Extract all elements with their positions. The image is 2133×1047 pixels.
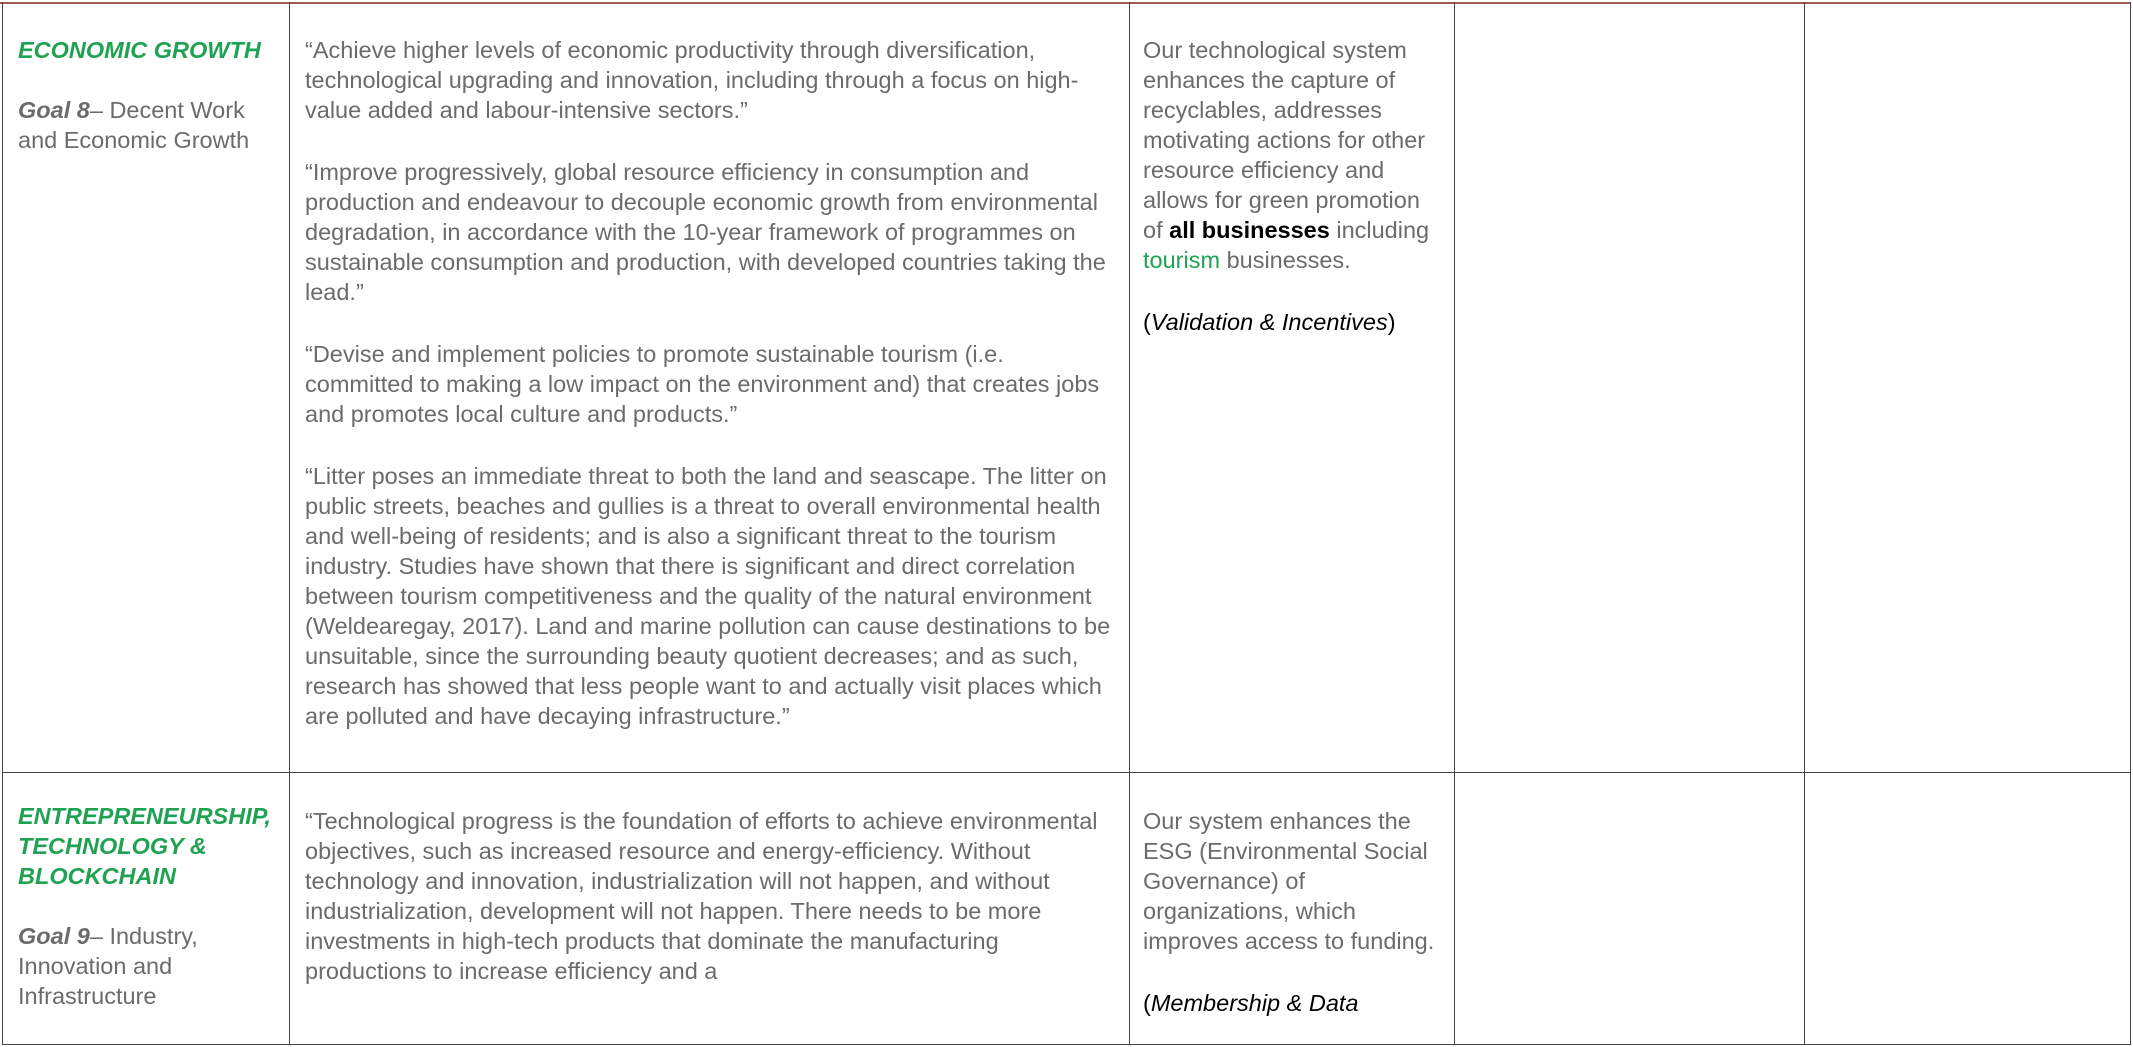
row-1-empty-cell-4 [1460, 35, 1790, 65]
row-1-quote-4: “Litter poses an immediate threat to both the land and seascape. The litter on public streets, beaches and gullies is a threat to overall environmental health and well-being of residents; and is also a significant threat to the tourism industry. Studies have shown that there is significant and direct correlation between tourism competitiveness and the quality of the natural environment (Weldearegay, 2017). Land and marine pollution can cause destinations to be unsuitable, since the surrounding beauty quotient decreases; and as such, research has showed that less people want to and actually visit places which are polluted and have decaying infrastructure.” [305, 463, 1111, 729]
row-2-goal-cell [18, 801, 286, 1011]
row-2-mechanism: (Membership & Data [1143, 990, 1359, 1016]
row-divider [2, 772, 2131, 773]
column-divider-3 [1454, 2, 1455, 1045]
row-1-goal [18, 95, 280, 155]
row-2-heading: ENTREPRENEURSHIP, TECHNOLOGY & BLOCKCHAIN [18, 803, 271, 889]
row-2-quote-1: “Technological progress is the foundation of efforts to achieve environmental objectives, such as increased resource and energy-efficiency. Without technology and innovation, industrialization will not happen, and without industrialization, development will not happen. There needs to be more investments in high-tech products that dominate the manufacturing productions to increase efficiency and a [305, 808, 1098, 984]
row-2-system-cell [1143, 806, 1443, 1018]
row-1-mechanism: (Validation & Incentives) [1143, 309, 1396, 335]
table-border-bottom [2, 1044, 2131, 1045]
row-1-empty-cell-5 [1810, 35, 2120, 65]
row-1-highlight-tourism: tourism [1143, 247, 1221, 273]
row-2-goal-number: Goal 9 [18, 923, 90, 949]
row-2-goal [18, 921, 286, 1011]
row-1-quote-1: “Achieve higher levels of economic productivity through diversification, technological upgrading and innovation, including through a focus on high-value added and labour-intensive sectors.” [305, 37, 1079, 123]
row-1-heading: ECONOMIC GROWTH [18, 37, 261, 63]
row-1-goal-cell [18, 35, 280, 155]
column-divider-1 [289, 2, 290, 1045]
row-1-quote-3: “Devise and implement policies to promote sustainable tourism (i.e. committed to making a low impact on the environment and) that creates jobs and promotes local culture and products.” [305, 341, 1100, 427]
row-2-goal-title: – Industry, Innovation and Infrastructure [18, 923, 198, 1009]
row-2-mechanism-label: Membership & Data [1150, 990, 1359, 1016]
row-1-system-cell [1143, 35, 1443, 337]
row-1-quote-2: “Improve progressively, global resource efficiency in consumption and production and endeavour to decouple economic growth from environmental degradation, in accordance with the 10-year framework of programmes on sustainable consumption and production, with developed countries taking the lead.” [305, 159, 1106, 305]
row-1-quotes-cell [305, 35, 1117, 731]
row-1-goal-title: – Decent Work and Economic Growth [18, 97, 250, 153]
row-2-system-text: Our system enhances the ESG (Environmental Social Governance) of organizations, which improves access to funding. [1143, 808, 1435, 954]
column-divider-4 [1804, 2, 1805, 1045]
table-border-left [2, 2, 3, 1045]
table-top-border [0, 2, 2131, 4]
table-border-right [2130, 2, 2131, 1045]
row-1-highlight-all-businesses: all businesses [1169, 217, 1330, 243]
row-2-quotes-cell [305, 806, 1105, 986]
column-divider-2 [1129, 2, 1130, 1045]
row-1-system-text: Our technological system enhances the capture of recyclables, addresses motivating actions for other resource efficiency and allows for green promotion of all businesses including tourism businesses. [1143, 37, 1430, 273]
row-1-mechanism-label: Validation & Incentives [1150, 309, 1388, 335]
row-1-goal-number: Goal 8 [18, 97, 90, 123]
